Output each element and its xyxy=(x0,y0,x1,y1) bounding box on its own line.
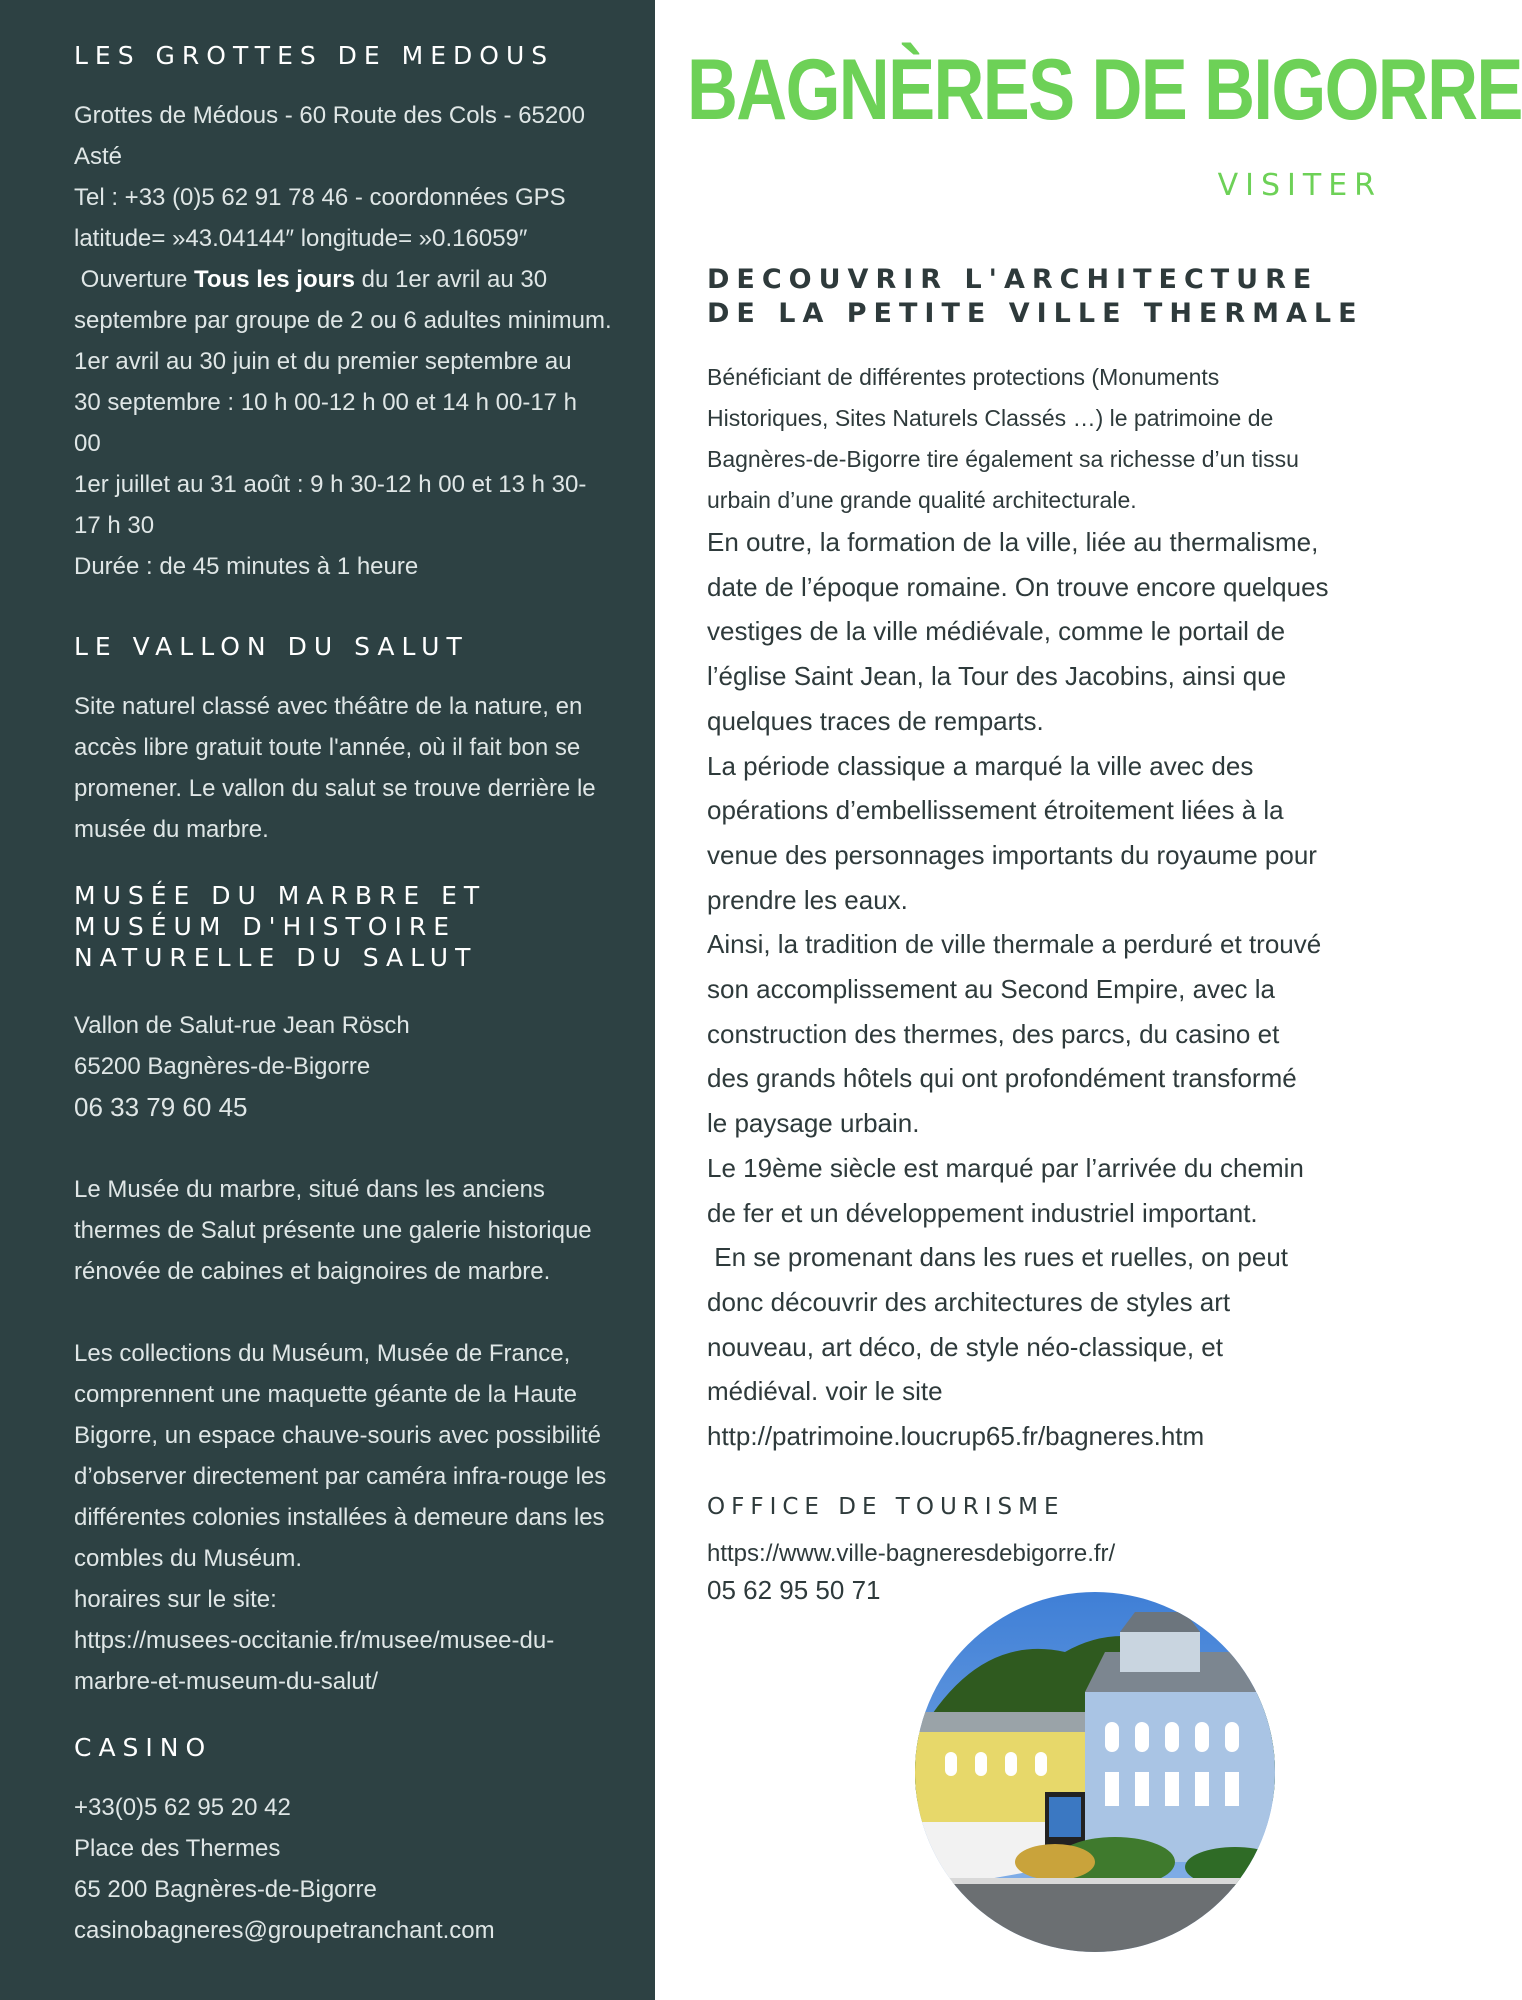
intro-line: Historiques, Sites Naturels Classés …) le patrimoine de xyxy=(707,405,1274,431)
body-line: En se promenant dans les rues et ruelles, on peut xyxy=(707,1242,1289,1273)
grottes-line: Tel : +33 (0)5 62 91 78 46 - coordonnées GPS xyxy=(74,184,566,211)
body-line: opérations d’embellissement étroitement liées à la xyxy=(707,795,1284,826)
body-line: des grands hôtels qui ont profondément transformé xyxy=(707,1063,1297,1094)
vallon-line: musée du marbre. xyxy=(74,816,269,843)
body-line: prendre les eaux. xyxy=(707,884,908,915)
intro-line: Bénéficiant de différentes protections (Monuments xyxy=(707,364,1220,390)
body-line: de fer et un développement industriel important. xyxy=(707,1197,1258,1228)
musee-heading-line: MUSÉE DU MARBRE ET xyxy=(74,881,487,910)
grottes-heading: LES GROTTES DE MEDOUS xyxy=(74,41,555,70)
musee-para-line: thermes de Salut présente une galerie historique xyxy=(74,1217,592,1244)
casino-address-line: Place des Thermes xyxy=(74,1835,281,1862)
musee-heading xyxy=(74,880,634,973)
grottes-line: Grottes de Médous - 60 Route des Cols - 65200 xyxy=(74,102,585,129)
grottes-line: 1er juillet au 31 août : 9 h 30-12 h 00 et 13 h 30- xyxy=(74,471,587,498)
grottes-line: Durée : de 45 minutes à 1 heure xyxy=(74,553,419,580)
musee-para-line: rénovée de cabines et baignoires de marbre. xyxy=(74,1258,551,1285)
casino-email[interactable]: casinobagneres@groupetranchant.com xyxy=(74,1917,495,1944)
casino-phone: +33(0)5 62 95 20 42 xyxy=(74,1794,291,1821)
spacer xyxy=(74,1292,634,1333)
musee-para-line: Les collections du Muséum, Musée de France, xyxy=(74,1340,571,1367)
grottes-line: 17 h 30 xyxy=(74,512,155,539)
body-line: vestiges de la ville médiévale, comme le portail de xyxy=(707,616,1286,647)
grottes-text xyxy=(74,95,634,587)
musee-para-line: Bigorre, un espace chauve-souris avec possibilité xyxy=(74,1422,601,1449)
sidebar-content xyxy=(74,40,634,1951)
body-line: construction des thermes, des parcs, du casino et xyxy=(707,1018,1280,1049)
left-sidebar xyxy=(0,0,655,2000)
grottes-line: latitude= »43.04144″ longitude= »0.16059″ xyxy=(74,225,528,252)
grottes-line: 00 xyxy=(74,430,101,457)
body-line: son accomplissement au Second Empire, avec la xyxy=(707,974,1275,1005)
architecture-heading-line: DECOUVRIR L'ARCHITECTURE xyxy=(707,264,1319,295)
body-line: le paysage urbain. xyxy=(707,1108,920,1139)
spacer xyxy=(74,1128,634,1169)
architecture-body xyxy=(707,520,1367,1459)
casino-address-line: 65 200 Bagnères-de-Bigorre xyxy=(74,1876,377,1903)
musee-heading-line: NATURELLE DU SALUT xyxy=(74,943,478,972)
body-line: date de l’époque romaine. On trouve encore quelques xyxy=(707,571,1329,602)
musee-address-line: 65200 Bagnères-de-Bigorre xyxy=(74,1053,371,1080)
body-line: l’église Saint Jean, la Tour des Jacobins, ainsi que xyxy=(707,661,1287,692)
body-line: nouveau, art déco, de style néo-classique, et xyxy=(707,1331,1223,1362)
vallon-line: promener. Le vallon du salut se trouve derrière le xyxy=(74,775,596,802)
musee-para-line: d’observer directement par caméra infra-rouge les xyxy=(74,1463,607,1490)
vallon-line: accès libre gratuit toute l'année, où il fait bon se xyxy=(74,734,581,761)
architecture-heading xyxy=(707,263,1387,331)
opening-prefix: Ouverture xyxy=(74,266,195,293)
office-heading: OFFICE DE TOURISME xyxy=(707,1494,1065,1520)
body-line: donc découvrir des architectures de styles art xyxy=(707,1286,1231,1317)
page-title: BAGNÈRES DE BIGORRE xyxy=(687,42,1522,138)
vallon-text xyxy=(74,686,634,850)
grottes-line: Asté xyxy=(74,143,123,170)
intro-line: urbain d’une grande qualité architecturale. xyxy=(707,487,1137,513)
intro-line: Bagnères-de-Bigorre tire également sa richesse d’un tissu xyxy=(707,446,1299,472)
musee-para-line: différentes colonies installées à demeure dans les xyxy=(74,1504,605,1531)
musee-para-line: comprennent une maquette géante de la Haute xyxy=(74,1381,578,1408)
page-subtitle: VISITER xyxy=(1217,168,1382,203)
main-column xyxy=(655,0,1522,2000)
architecture-intro xyxy=(707,357,1357,521)
musee-heading-line: MUSÉUM D'HISTOIRE xyxy=(74,912,457,941)
casino-heading: CASINO xyxy=(74,1733,213,1762)
body-line: En outre, la formation de la ville, liée au thermalisme, xyxy=(707,527,1319,557)
casino-building-photo xyxy=(915,1592,1275,1952)
musee-link-line[interactable]: https://musees-occitanie.fr/musee/musee-du- xyxy=(74,1627,555,1654)
vallon-line: Site naturel classé avec théâtre de la nature, en xyxy=(74,693,583,720)
musee-para-line: combles du Muséum. xyxy=(74,1545,303,1572)
vallon-heading: LE VALLON DU SALUT xyxy=(74,632,469,661)
musee-link-line[interactable]: marbre-et-museum-du-salut/ xyxy=(74,1668,379,1695)
body-line: médiéval. voir le site xyxy=(707,1376,943,1407)
patrimoine-link[interactable]: http://patrimoine.loucrup65.fr/bagneres.htm xyxy=(707,1421,1205,1452)
body-line: Le 19ème siècle est marqué par l’arrivée du chemin xyxy=(707,1152,1304,1183)
body-line: Ainsi, la tradition de ville thermale a perduré et trouvé xyxy=(707,929,1322,960)
musee-para-line: horaires sur le site: xyxy=(74,1586,277,1613)
opening-bold: Tous les jours xyxy=(194,266,355,293)
musee-address-line: Vallon de Salut-rue Jean Rösch xyxy=(74,1012,410,1039)
office-url-link[interactable]: https://www.ville-bagneresdebigorre.fr/ xyxy=(707,1540,1116,1567)
grottes-line: septembre par groupe de 2 ou 6 adultes minimum. xyxy=(74,307,612,334)
body-line: venue des personnages importants du royaume pour xyxy=(707,839,1317,870)
opening-suffix: du 1er avril au 30 xyxy=(354,266,548,293)
body-line: La période classique a marqué la ville avec des xyxy=(707,750,1254,781)
musee-para-line: Le Musée du marbre, situé dans les anciens xyxy=(74,1176,545,1203)
grottes-line: 30 septembre : 10 h 00-12 h 00 et 14 h 00-17 h xyxy=(74,389,578,416)
body-line: quelques traces de remparts. xyxy=(707,705,1044,736)
grottes-line: 1er avril au 30 juin et du premier septembre au xyxy=(74,348,572,375)
musee-phone: 06 33 79 60 45 xyxy=(74,1092,248,1122)
musee-text xyxy=(74,1005,634,1702)
casino-text xyxy=(74,1787,634,1951)
architecture-heading-line: DE LA PETITE VILLE THERMALE xyxy=(707,298,1364,329)
office-phone: 05 62 95 50 71 xyxy=(707,1575,881,1605)
grottes-opening-line xyxy=(74,259,634,300)
